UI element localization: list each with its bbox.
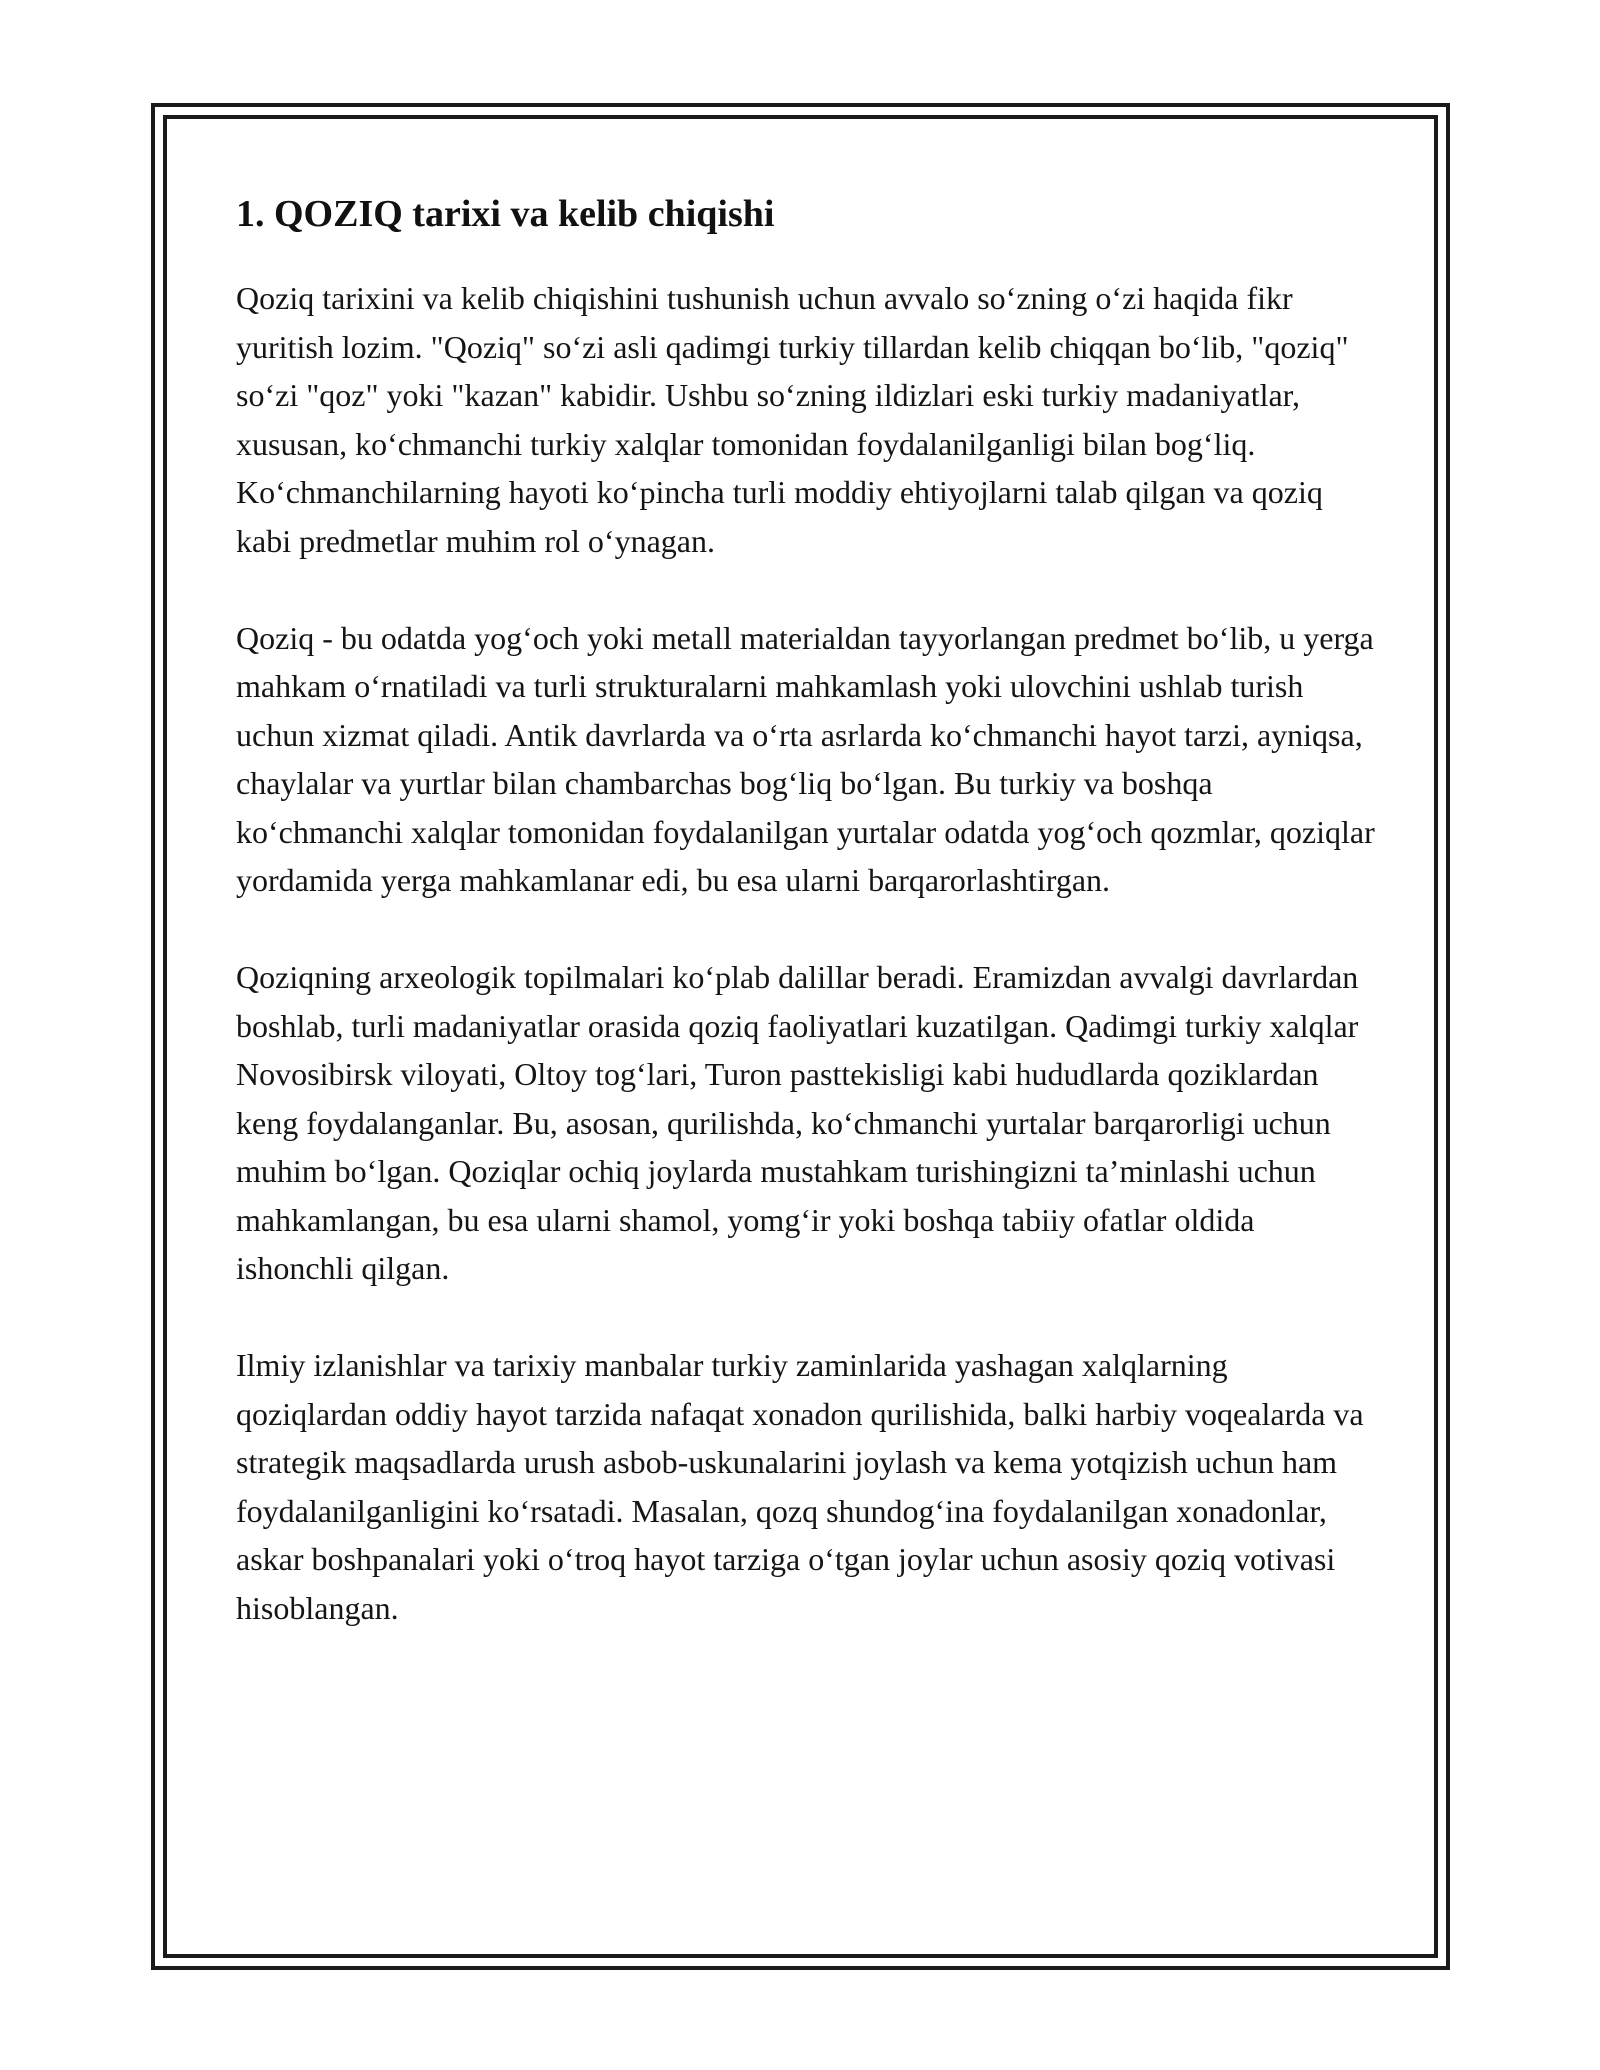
section-heading: 1. QOZIQ tarixi va kelib chiqishi <box>236 193 775 235</box>
paragraph-1: Qoziq tarixini va kelib chiqishini tushunish uchun avvalo so‘zning o‘zi haqida fikr yuritish lozim. "Qoziq" so‘zi asli qadimgi turkiy tillardan kelib chiqqan bo‘lib, "qoziq" so‘zi "qoz" yoki "kazan" kabidir. Ushbu so‘zning ildizlari eski turkiy madaniyatlar, xususan, ko‘chmanchi turkiy xalqlar tomonidan foydalanilganligi bilan bog‘liq. Ko‘chmanchilarning hayoti ko‘pincha turli moddiy ehtiyojlarni talab qilgan va qoziq kabi predmetlar muhim rol o‘ynagan. <box>236 280 1349 559</box>
paragraph-2: Qoziq - bu odatda yog‘och yoki metall materialdan tayyorlangan predmet bo‘lib, u yerga mahkam o‘rnatiladi va turli strukturalarni mahkamlash yoki ulovchini ushlab turish uchun xizmat qiladi. Antik davrlarda va o‘rta asrlarda ko‘chmanchi hayot tarzi, ayniqsa, chaylalar va yurtlar bilan chambarchas bog‘liq bo‘lgan. Bu turkiy va boshqa ko‘chmanchi xalqlar tomonidan foydalanilgan yurtalar odatda yog‘och qozmlar, qoziqlar yordamida yerga mahkamlanar edi, bu esa ularni barqarorlashtirgan. <box>236 619 1375 898</box>
paragraph-3: Qoziqning arxeologik topilmalari ko‘plab dalillar beradi. Eramizdan avvalgi davrlardan boshlab, turli madaniyatlar orasida qoziq faoliyatlari kuzatilgan. Qadimgi turkiy xalqlar Novosibirsk viloyati, Oltoy tog‘lari, Turon pasttekisligi kabi hududlarda qoziklardan keng foydalanganlar. Bu, asosan, qurilishda, ko‘chmanchi yurtalar barqarorligi uchun muhim bo‘lgan. Qoziqlar ochiq joylarda mustahkam turishingizni ta’minlashi uchun mahkamlangan, bu esa ularni shamol, yomg‘ir yoki boshqa tabiiy ofatlar oldida ishonchli qilgan. <box>236 959 1359 1286</box>
document-body <box>236 188 1376 1681</box>
paragraph-4: Ilmiy izlanishlar va tarixiy manbalar turkiy zaminlarida yashagan xalqlarning qoziqlardan oddiy hayot tarzida nafaqat xonadon qurilishida, balki harbiy voqealarda va strategik maqsadlarda urush asbob-uskunalarini joylash va kema yotqizish uchun ham foydalanilganligini ko‘rsatadi. Masalan, qozq shundog‘ina foydalanilgan xonadonlar, askar boshpanalari yoki o‘troq hayot tarziga o‘tgan joylar uchun asosiy qoziq votivasi hisoblangan. <box>236 1347 1364 1626</box>
